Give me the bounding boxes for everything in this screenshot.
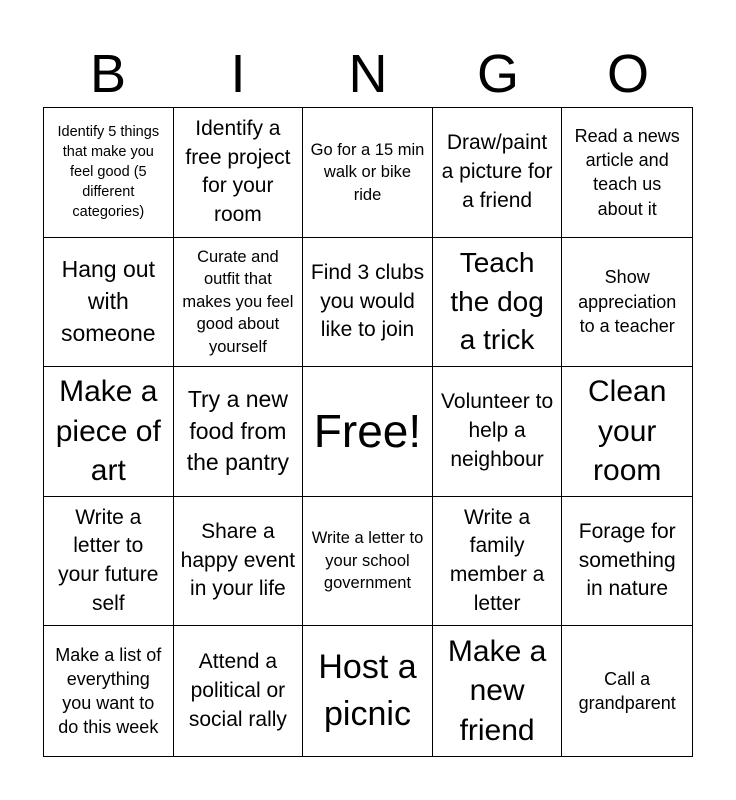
bingo-square-text: Draw/paint a picture for a friend [441,131,553,212]
bingo-square-text: Curate and outfit that makes you feel good about yourself [182,247,294,356]
bingo-square-text: Write a letter to your future self [58,505,159,615]
header-letter-i: I [230,44,246,104]
bingo-square-text: Identify a free project for your room [185,116,291,227]
bingo-square-text: Make a list of everything you want to do this week [55,644,162,738]
bingo-square[interactable] [174,626,304,756]
bingo-square-text: Host a picnic [318,647,417,734]
bingo-square[interactable] [433,367,563,497]
bingo-square-text: Teach the dog a trick [450,246,544,356]
bingo-square-text: Identify 5 things that make you feel good (5 different categories) [57,124,160,221]
bingo-square[interactable] [174,367,304,497]
bingo-header [43,40,693,108]
bingo-square[interactable] [433,626,563,756]
bingo-square[interactable] [44,238,174,368]
bingo-square-text: Try a new food from the pantry [186,385,290,476]
bingo-square[interactable] [174,238,304,368]
bingo-square[interactable] [433,108,563,238]
bingo-square[interactable] [562,108,692,238]
bingo-square[interactable] [174,108,304,238]
bingo-square-text: Clean your room [588,375,667,488]
bingo-square-text: Show appreciation to a teacher [578,267,677,337]
bingo-square-text: Forage for something in nature [578,519,676,601]
bingo-square[interactable] [433,238,563,368]
bingo-square[interactable] [562,626,692,756]
bingo-square[interactable] [44,367,174,497]
bingo-square[interactable] [44,626,174,756]
bingo-square[interactable] [303,108,433,238]
bingo-square[interactable] [562,367,692,497]
bingo-square-text: Share a happy event in your life [180,519,296,601]
bingo-square-text: Find 3 clubs you would like to join [310,260,425,342]
bingo-square[interactable] [303,626,433,756]
bingo-card-grid [43,107,693,757]
bingo-square[interactable] [44,497,174,627]
bingo-square[interactable] [433,497,563,627]
bingo-square-text: Write a family member a letter [449,505,545,615]
bingo-square-text: Hang out with someone [60,256,156,346]
bingo-square-text: Go for a 15 min walk or bike ride [310,140,425,204]
bingo-square-text: Make a new friend [447,634,547,747]
header-letter-n: N [348,44,388,104]
header-letter-o: O [606,44,649,104]
bingo-square-text: Volunteer to help a neighbour [441,390,554,471]
bingo-square[interactable] [174,497,304,627]
header-letter-b: B [89,44,127,104]
free-square-text: Free! [313,404,422,457]
bingo-square-text: Call a grandparent [578,668,676,714]
bingo-square-text: Make a piece of art [55,375,161,488]
bingo-square[interactable] [562,497,692,627]
bingo-square[interactable] [562,238,692,368]
bingo-square[interactable] [44,108,174,238]
header-letter-g: G [476,44,519,104]
free-square[interactable] [303,367,433,497]
bingo-square-text: Write a letter to your school government [311,529,424,593]
bingo-square[interactable] [303,497,433,627]
bingo-square-text: Attend a political or social rally [188,650,287,731]
bingo-square[interactable] [303,238,433,368]
bingo-square-text: Read a news article and teach us about it [574,125,680,219]
